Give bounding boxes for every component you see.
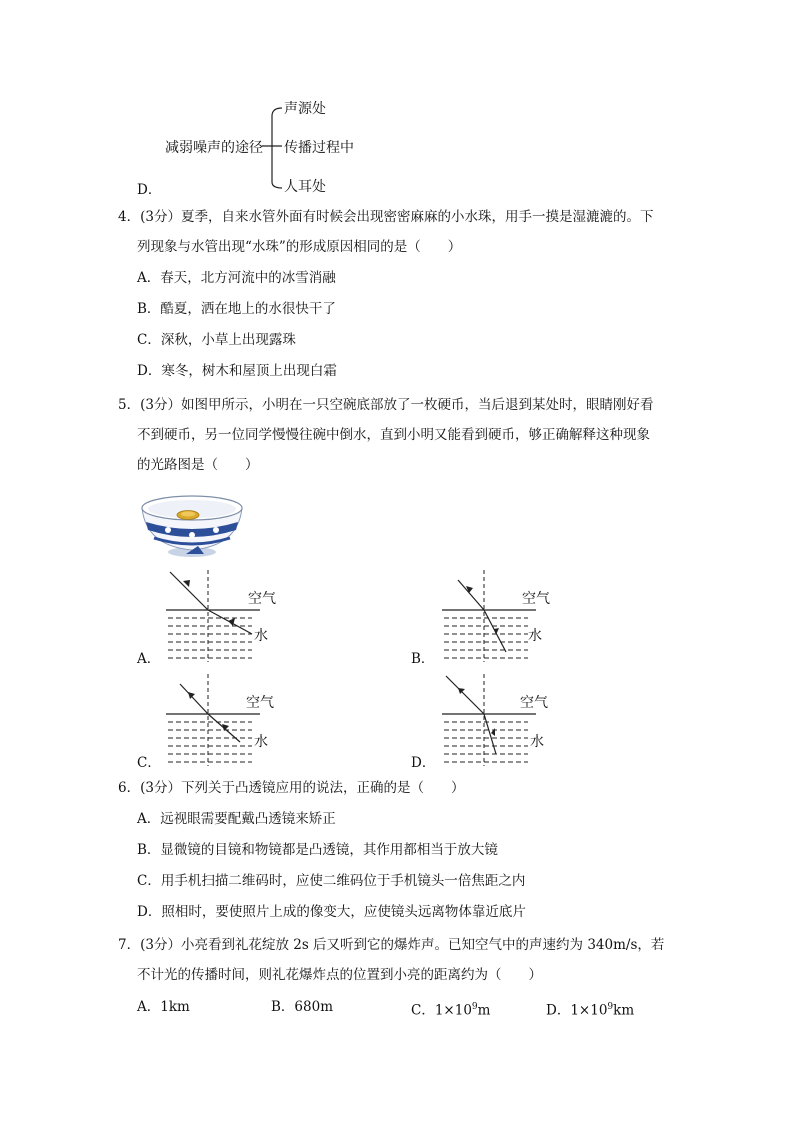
q5-option-c-label: C． xyxy=(137,755,161,771)
q7-option-c xyxy=(411,997,490,1021)
q7-option-c-exponent: 9 xyxy=(471,1002,478,1012)
q6-option-a: A．远视眼需要配戴凸透镜来矫正 xyxy=(137,811,336,827)
q7-option-c-prefix: C．1×10 xyxy=(411,1002,472,1019)
q6-option-c: C．用手机扫描二维码时，应使二维码位于手机镜头一倍焦距之内 xyxy=(137,873,526,889)
q7-option-d-prefix: D．1×10 xyxy=(546,1002,608,1019)
light-path-diagram-c xyxy=(160,670,290,770)
q4-option-d: D．寒冬，树木和屋顶上出现白霜 xyxy=(137,363,337,379)
noise-diagram-root-label: 减弱噪声的途径 xyxy=(165,140,263,156)
q7-option-b: B．680m xyxy=(271,999,333,1015)
noise-diagram-branch-source: 声源处 xyxy=(284,101,326,117)
q4-stem-line2: 列现象与水管出现“水珠”的形成原因相同的是（ ） xyxy=(137,239,462,255)
q7-option-a: A．1km xyxy=(137,999,190,1015)
diagram-c-air-label: 空气 xyxy=(246,695,274,711)
diagram-b-water-label: 水 xyxy=(528,628,542,644)
diagram-b-air-label: 空气 xyxy=(522,591,550,607)
q5-option-a-label: A． xyxy=(137,651,161,667)
diagram-a-water-label: 水 xyxy=(254,628,268,644)
q5-option-b-label: B． xyxy=(411,651,435,667)
q4-option-b: B．酷夏，洒在地上的水很快干了 xyxy=(137,301,336,317)
diagram-d-water-label: 水 xyxy=(530,734,544,750)
diagram-d-air-label: 空气 xyxy=(520,695,548,711)
q7-option-d-unit: km xyxy=(613,1002,635,1019)
q4-option-a: A．春天，北方河流中的冰雪消融 xyxy=(137,270,336,286)
light-path-diagram-a xyxy=(160,566,290,666)
noise-diagram-branch-ear: 人耳处 xyxy=(284,179,326,195)
q6-stem-line1: 6．(3分）下列关于凸透镜应用的说法，正确的是（ ） xyxy=(118,780,465,796)
q5-option-d-label: D． xyxy=(411,755,436,771)
diagram-a-air-label: 空气 xyxy=(248,591,276,607)
q7-stem-line1: 7．(3分）小亮看到礼花绽放 2s 后又听到它的爆炸声。已知空气中的声速约为 340m/s，若 xyxy=(118,937,665,953)
q4-option-c: C．深秋，小草上出现露珠 xyxy=(137,332,296,348)
q7-option-d xyxy=(546,997,634,1021)
q6-option-b: B．显微镜的目镜和物镜都是凸透镜，其作用都相当于放大镜 xyxy=(137,842,498,858)
q7-option-d-exponent: 9 xyxy=(607,1002,614,1012)
q4-stem-line1: 4．(3分）夏季，自来水管外面有时候会出现密密麻麻的小水珠，用手一摸是湿漉漉的。下 xyxy=(118,209,654,225)
q3-option-d-label: D． xyxy=(137,182,162,198)
q6-option-d: D．照相时，要使照片上成的像变大，应使镜头远离物体靠近底片 xyxy=(137,904,526,920)
diagram-c-water-label: 水 xyxy=(254,734,268,750)
q5-stem-line1: 5．(3分）如图甲所示，小明在一只空碗底部放了一枚硬币，当后退到某处时，眼睛刚好看 xyxy=(118,397,654,413)
q5-stem-line3: 的光路图是（ ） xyxy=(137,457,259,473)
q7-stem-line2: 不计光的传播时间，则礼花爆炸点的位置到小亮的距离约为（ ） xyxy=(137,967,542,983)
bowl-with-coin-image xyxy=(138,488,248,560)
q7-option-c-unit: m xyxy=(477,1002,491,1019)
q5-stem-line2: 不到硬币，另一位同学慢慢往碗中倒水，直到小明又能看到硬币，够正确解释这种现象 xyxy=(137,427,650,443)
light-path-diagram-d xyxy=(436,670,566,770)
light-path-diagram-b xyxy=(436,566,566,666)
noise-diagram-branch-path: 传播过程中 xyxy=(284,140,354,156)
